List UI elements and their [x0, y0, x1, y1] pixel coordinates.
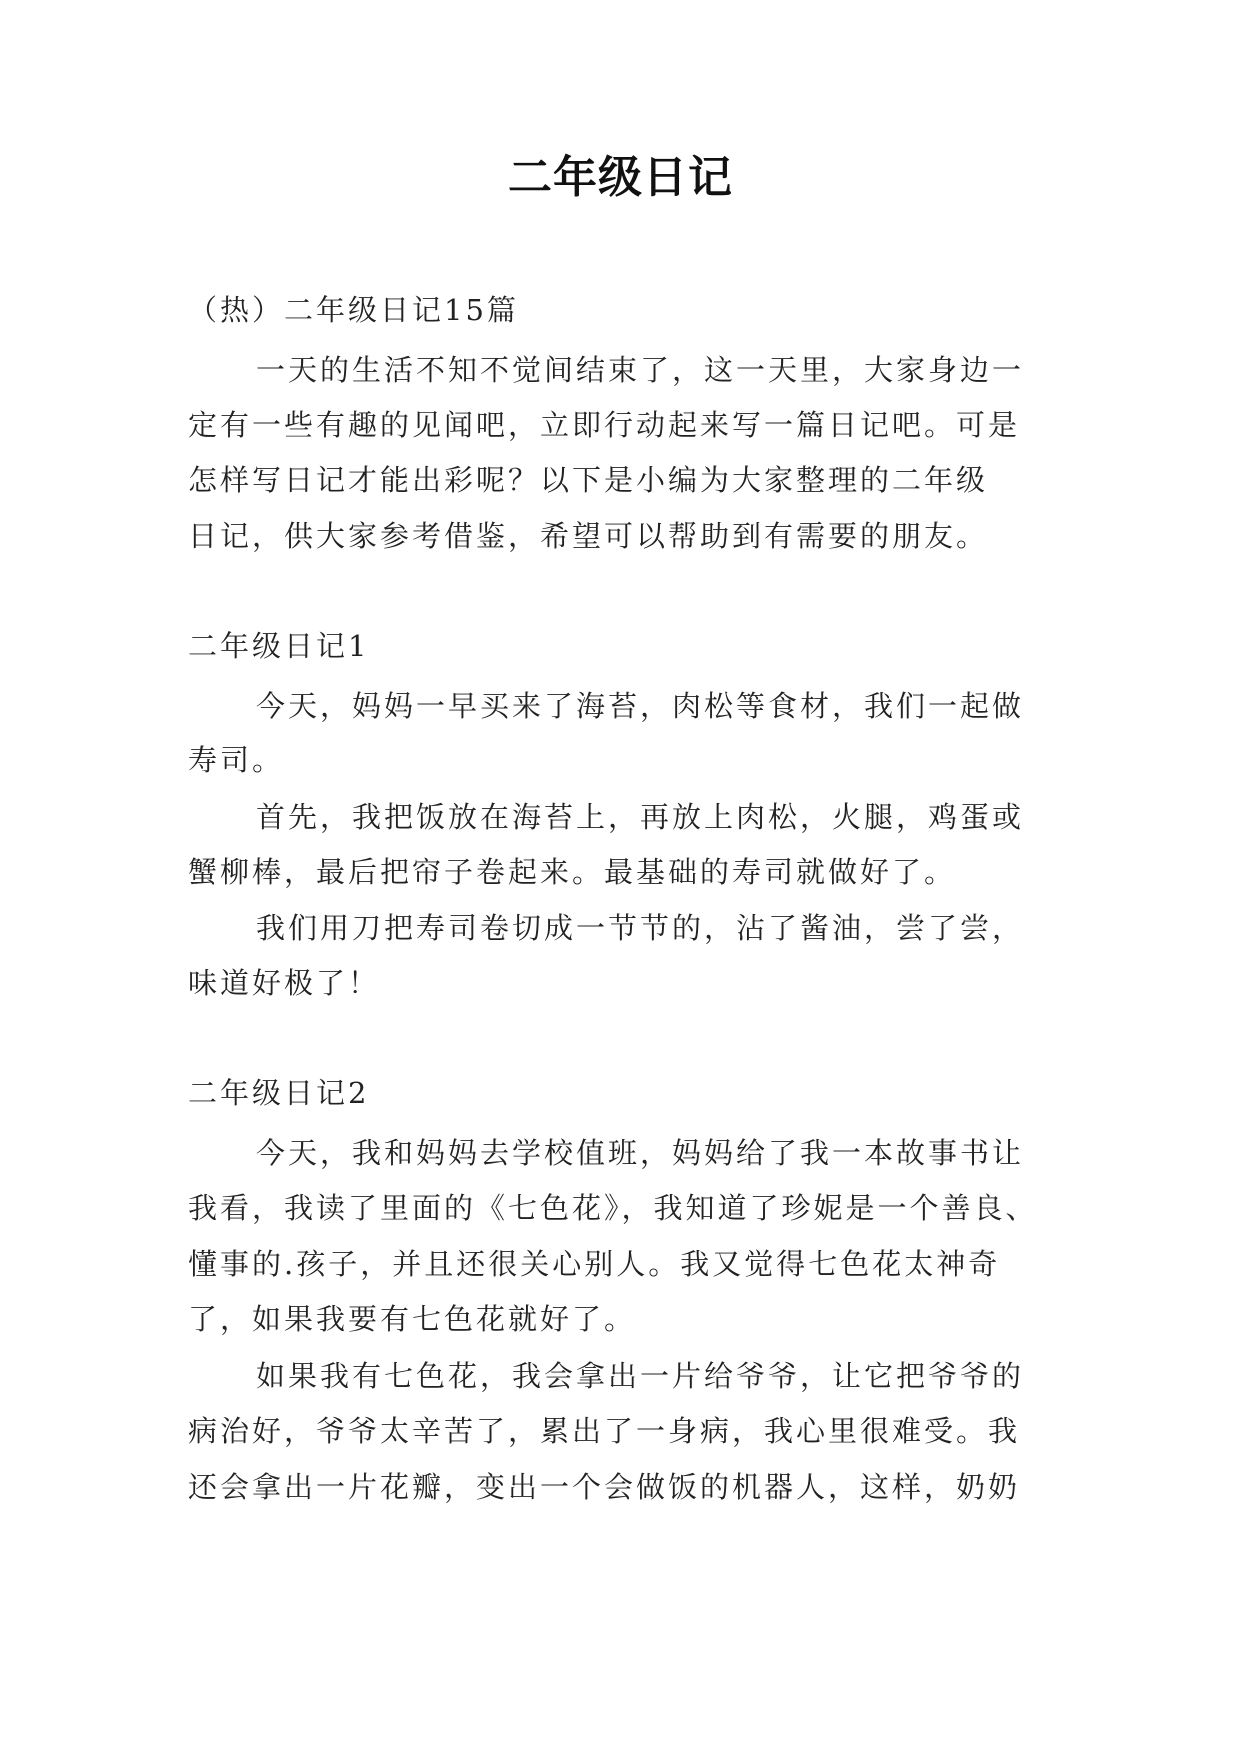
entry-heading: 二年级日记1 [188, 629, 370, 663]
document-subtitle: （热）二年级日记15篇 [188, 293, 519, 327]
entry-line: 懂事的.孩子，并且还很关心别人。我又觉得七色花太神奇 [188, 1247, 1001, 1281]
entry-heading: 二年级日记2 [188, 1076, 370, 1110]
entry-line: 味道好极了！ [188, 966, 381, 1000]
entry-line: 今天，妈妈一早买来了海苔，肉松等食材，我们一起做 [256, 689, 1025, 723]
entry-line: 了，如果我要有七色花就好了。 [188, 1302, 637, 1336]
entry-line: 还会拿出一片花瓣，变出一个会做饭的机器人，这样，奶奶 [188, 1470, 1021, 1504]
entry-line: 如果我有七色花，我会拿出一片给爷爷，让它把爷爷的 [256, 1359, 1025, 1393]
entry-line: 病治好，爷爷太辛苦了，累出了一身病，我心里很难受。我 [188, 1414, 1021, 1448]
entry-line: 我们用刀把寿司卷切成一节节的，沾了酱油，尝了尝， [256, 911, 1025, 945]
entry-line: 寿司。 [188, 743, 285, 777]
entry-line: 我看，我读了里面的《七色花》，我知道了珍妮是一个善良、 [188, 1191, 1038, 1225]
intro-line: 日记，供大家参考借鉴，希望可以帮助到有需要的朋友。 [188, 519, 989, 553]
entry-line: 今天，我和妈妈去学校值班，妈妈给了我一本故事书让 [256, 1136, 1025, 1170]
intro-line: 怎样写日记才能出彩呢？以下是小编为大家整理的二年级 [188, 463, 989, 497]
entry-line: 首先，我把饭放在海苔上，再放上肉松，火腿，鸡蛋或 [256, 800, 1025, 834]
document-title: 二年级日记 [508, 152, 733, 203]
intro-line: 定有一些有趣的见闻吧，立即行动起来写一篇日记吧。可是 [188, 408, 1021, 442]
entry-line: 蟹柳棒，最后把帘子卷起来。最基础的寿司就做好了。 [188, 855, 957, 889]
intro-line: 一天的生活不知不觉间结束了，这一天里，大家身边一 [256, 353, 1025, 387]
